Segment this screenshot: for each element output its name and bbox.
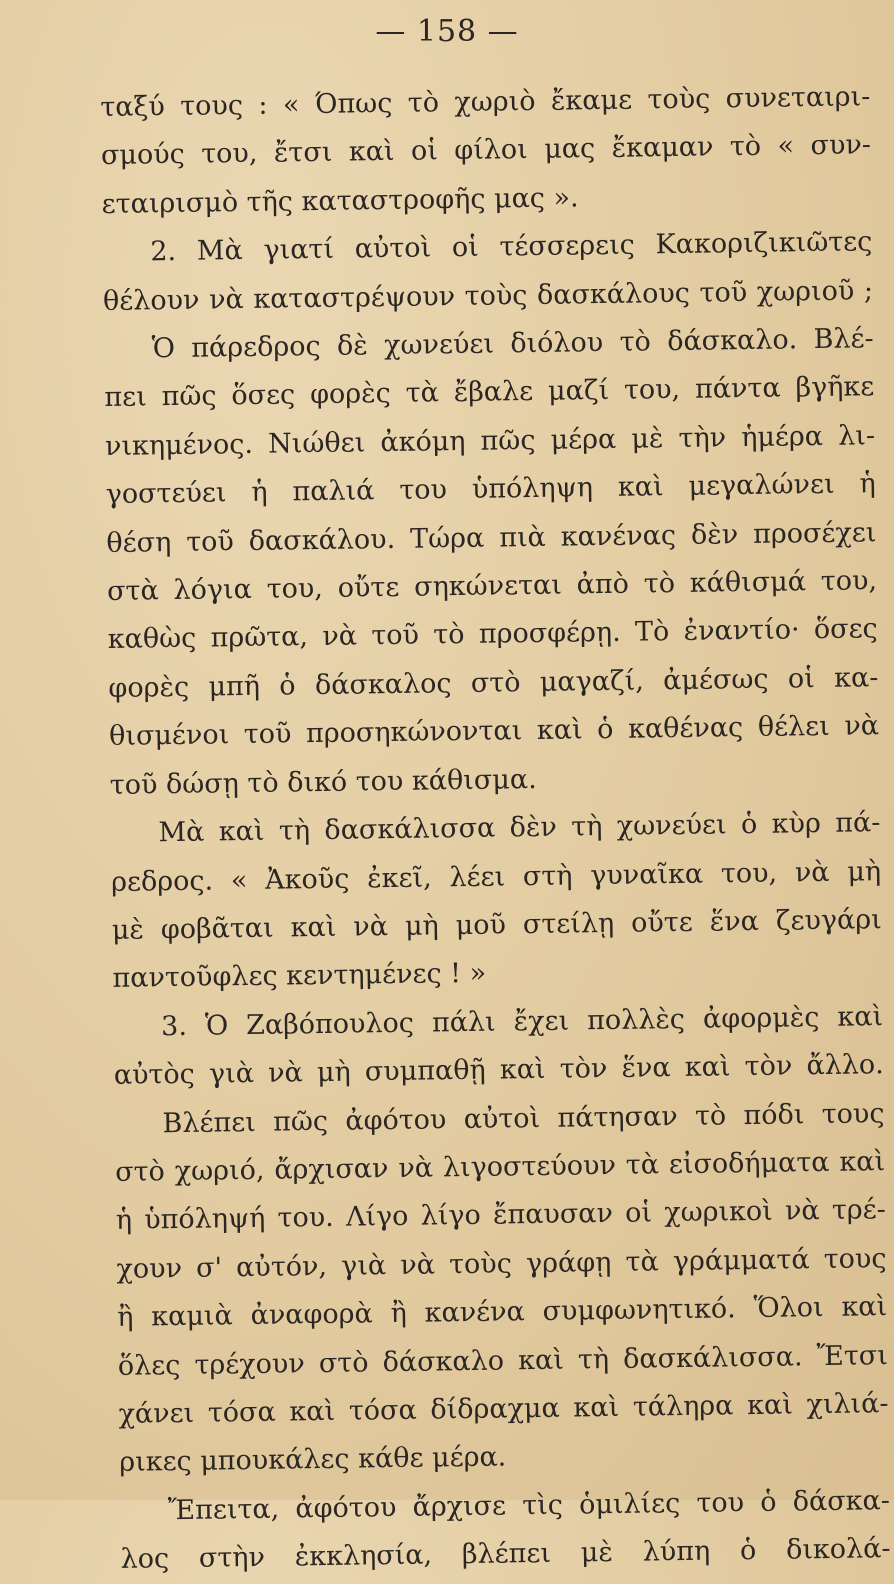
text-line: παντοῦφλες κεντημένες ! » xyxy=(112,958,487,995)
text-line: χουν σ' αὐτόν, γιὰ νὰ τοὺς γράφῃ τὰ γράμματά τους xyxy=(116,1242,887,1285)
text-line: φορὲς μπῆ ὁ δάσκαλος στὸ μαγαζί, ἀμέσως οἱ κα- xyxy=(108,662,879,704)
text-line: λος στὴν ἐκκλησία, βλέπει μὲ λύπη ὁ δικολά- xyxy=(120,1533,891,1576)
text-line: Μὰ καὶ τὴ δασκάλισσα δὲν τὴ χωνεύει ὁ κὺρ πά- xyxy=(158,807,881,849)
text-line: στὸ χωριό, ἄρχισαν νὰ λιγοστεύουν τὰ εἰσοδήματα καὶ xyxy=(114,1146,886,1188)
text-line: στὰ λόγια του, οὔτε σηκώνεται ἀπὸ τὸ κάθισμά του, xyxy=(106,565,878,608)
text-line: μὲ φοβᾶται καὶ νὰ μὴ μοῦ στείλῃ οὔτε ἕνα ζευγάρι xyxy=(111,904,882,946)
text-line: αὐτὸς γιὰ νὰ μὴ συμπαθῇ καὶ τὸν ἕνα καὶ τὸν ἄλλο. xyxy=(113,1049,884,1092)
text-line: θέση τοῦ δασκάλου. Τώρα πιὰ κανένας δὲν προσέχει xyxy=(106,516,877,559)
text-line: ὅλες τρέχουν στὸ δάσκαλο καὶ τὴ δασκάλισσα. Ἔτσι xyxy=(117,1339,889,1382)
text-line: θισμένοι τοῦ προσηκώνονται καὶ ὁ καθένας θέλει νὰ xyxy=(108,710,880,753)
text-line: ἡ ὑπόληψή του. Λίγο λίγο ἔπαυσαν οἱ χωρικοὶ νὰ τρέ- xyxy=(115,1194,887,1237)
page-number: — 158 — xyxy=(375,14,519,49)
text-line: χάνει τόσα καὶ τόσα δίδραχμα καὶ τάληρα καὶ χιλιά- xyxy=(118,1388,889,1430)
text-line: εταιρισμὸ τῆς καταστροφῆς μας ». xyxy=(101,182,579,220)
text-line: σμούς του, ἔτσι καὶ οἱ φίλοι μας ἔκαμαν τὸ « συν- xyxy=(100,129,872,172)
text-line: ταξύ τους : « Όπως τὸ χωριὸ ἔκαμε τοὺς συνεταιρι- xyxy=(100,81,871,123)
text-line: ἢ καμιὰ ἀναφορὰ ἢ κανένα συμφωνητικό. Ὅλοι καὶ xyxy=(117,1291,888,1334)
text-line: γοστεύει ἡ παλιά του ὑπόληψη καὶ μεγαλώνει ἡ xyxy=(105,468,876,511)
text-line: καθὼς πρῶτα, νὰ τοῦ τὸ προσφέρῃ. Τὸ ἐναντίο· ὅσες xyxy=(107,613,878,656)
body-text xyxy=(100,73,891,1584)
text-line: 3. Ὁ Ζαβόπουλος πάλι ἔχει πολλὲς ἀφορμὲς καὶ xyxy=(160,1000,884,1042)
text-line: Ἔπειτα, ἀφότου ἄρχισε τὶς ὁμιλίες του ὁ δάσκα- xyxy=(167,1484,891,1526)
text-line: Βλέπει πῶς ἀφότου αὐτοὶ πάτησαν τὸ πόδι τους xyxy=(162,1097,885,1139)
text-line: νικημένος. Νιώθει ἀκόμη πῶς μέρα μὲ τὴν ἡμέρα λι- xyxy=(104,420,876,462)
text-line: πει πῶς ὅσες φορὲς τὰ ἔβαλε μαζί του, πάντα βγῆκε xyxy=(104,371,875,414)
text-line: ρικες μπουκάλες κάθε μέρα. xyxy=(119,1441,507,1479)
text-line: θέλουν νὰ καταστρέψουν τοὺς δασκάλους τοῦ χωριοῦ ; xyxy=(102,274,874,317)
text-line: ρεδρος. « Ἀκοῦς ἐκεῖ, λέει στὴ γυναῖκα του, νὰ μὴ xyxy=(110,855,882,898)
text-line: 2. Μὰ γιατί αὐτοὶ οἱ τέσσερεις Κακοριζικιῶτες xyxy=(150,226,873,268)
text-line: τοῦ δώσῃ τὸ δικό του κάθισμα. xyxy=(109,763,537,801)
text-line: Ὁ πάρεδρος δὲ χωνεύει διόλου τὸ δάσκαλο. Βλέ- xyxy=(151,323,874,365)
